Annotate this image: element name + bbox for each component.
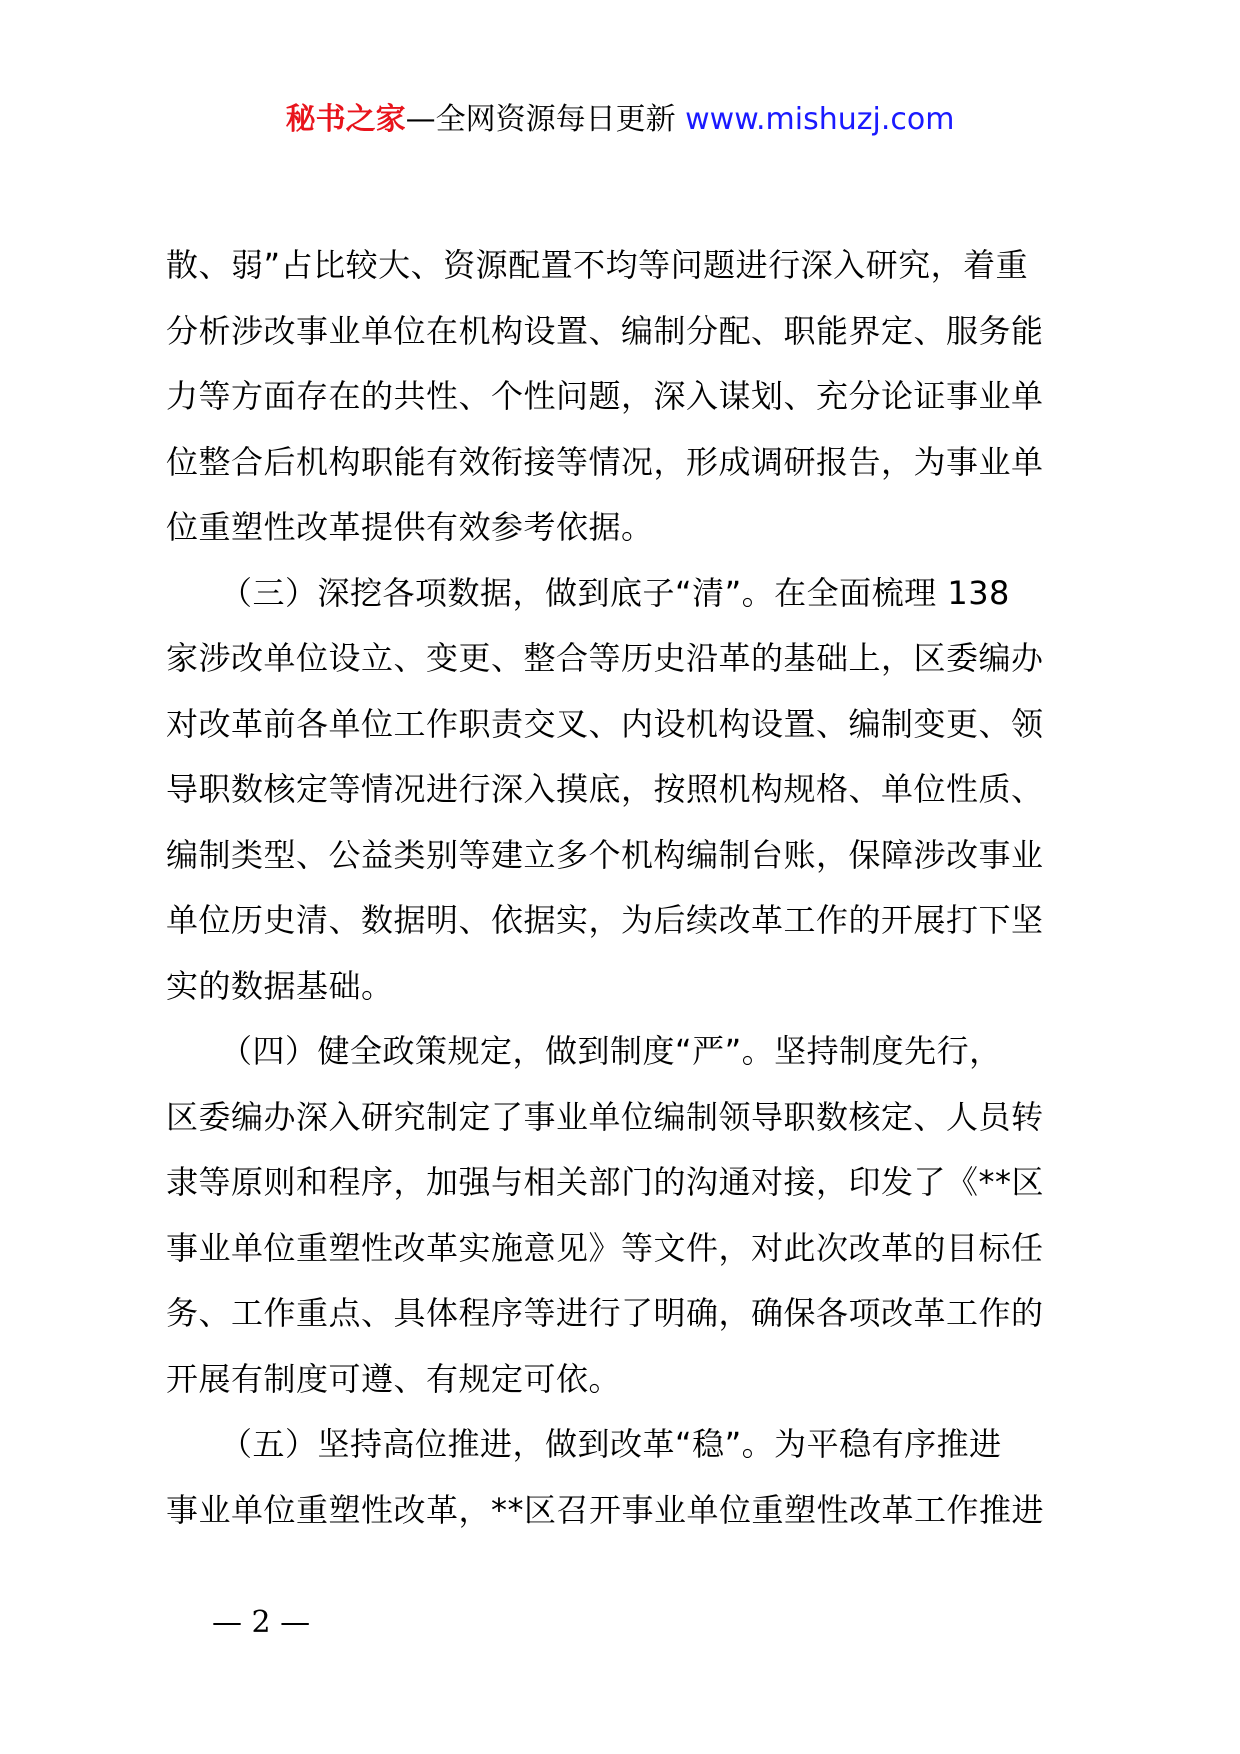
text-line: 事业单位重塑性改革，**区召开事业单位重塑性改革工作推进 — [166, 1490, 1045, 1529]
paragraph-heading-line: （三）深挖各项数据，做到底子“清”。在全面梳理 138 — [220, 573, 1010, 612]
text-line: 导职数核定等情况进行深入摸底，按照机构规格、单位性质、 — [166, 770, 1044, 808]
text-line: 实的数据基础。 — [166, 966, 394, 1005]
text-line: 事业单位重塑性改革实施意见》等文件，对此次改革的目标任 — [166, 1228, 1044, 1267]
document-body — [166, 238, 1096, 1548]
text-line: 力等方面存在的共性、个性问题，深入谋划、充分论证事业单 — [166, 377, 1044, 415]
site-header — [0, 100, 1240, 140]
text-line: 散、弱”占比较大、资源配置不均等问题进行深入研究，着重 — [166, 246, 1029, 284]
page-number: — 2 — — [212, 1605, 311, 1640]
text-line: 位重塑性改革提供有效参考依据。 — [166, 508, 654, 546]
paragraph-heading-line: （五）坚持高位推进，做到改革“稳”。为平稳有序推进 — [220, 1425, 1002, 1463]
site-url[interactable]: www.mishuzj.com — [685, 102, 955, 137]
text-line: 位整合后机构职能有效衔接等情况，形成调研报告，为事业单 — [166, 442, 1044, 481]
text-line: 区委编办深入研究制定了事业单位编制领导职数核定、人员转 — [166, 1097, 1044, 1136]
site-brand: 秘书之家 — [285, 102, 406, 137]
text-line: 对改革前各单位工作职责交叉、内设机构设置、编制变更、领 — [166, 704, 1044, 743]
text-line: 分析涉改事业单位在机构设置、编制分配、职能界定、服务能 — [166, 311, 1044, 350]
text-line: 开展有制度可遵、有规定可依。 — [166, 1359, 622, 1398]
site-tagline: —全网资源每日更新 — [405, 102, 676, 137]
text-line: 编制类型、公益类别等建立多个机构编制台账，保障涉改事业 — [166, 835, 1044, 874]
text-line: 家涉改单位设立、变更、整合等历史沿革的基础上，区委编办 — [166, 639, 1044, 677]
text-line: 单位历史清、数据明、依据实，为后续改革工作的开展打下坚 — [166, 901, 1044, 939]
text-line: 隶等原则和程序，加强与相关部门的沟通对接，印发了《**区 — [166, 1163, 1045, 1201]
paragraph-heading-line: （四）健全政策规定，做到制度“严”。坚持制度先行， — [220, 1032, 1002, 1070]
text-line: 务、工作重点、具体程序等进行了明确，确保各项改革工作的 — [166, 1294, 1044, 1332]
